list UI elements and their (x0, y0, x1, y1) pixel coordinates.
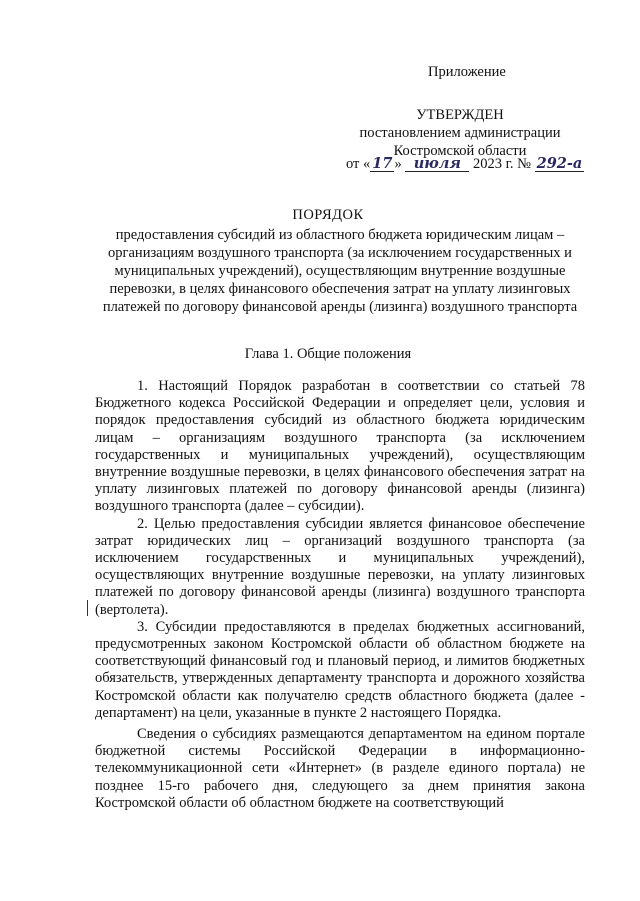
paragraph-4: Сведения о субсидиях размещаются департаментом на едином портале бюджетной системы Российской Федерации в информационно-телекоммуникационной сети «Интернет» (в разделе единого портала) не позднее 15-го рабочего дня, следующего за днем принятия закона Костромской области об областном бюджете на соответствующий (95, 726, 585, 811)
approved-heading: УТВЕРЖДЕН (416, 107, 504, 123)
date-month-handwritten: июля (405, 157, 469, 172)
approved-by-text: постановлением администрации Костромской области (359, 125, 561, 159)
chapter-title: Глава 1. Общие положения (244, 346, 412, 362)
date-prefix: от « (346, 156, 371, 172)
date-number-handwritten: 292-а (536, 155, 583, 172)
paragraph-2: 2. Целью предоставления субсидии является финансовое обеспечение затрат юридических лиц – организаций воздушного транспорта (за исключением государственных и муниципальных учреждений), осуществляющих внутренние воздушные перевозки, на уплату лизинговых платежей по договору финансовой аренды (лизинга) воздушного транспорта (вертолета). (95, 515, 585, 618)
paragraph-1: 1. Настоящий Порядок разработан в соответствии со статьей 78 Бюджетного кодекса Российской Федерации и определяет цели, условия и порядок предоставления субсидий из областного бюджета юридическим лицам – организациям воздушного транспорта (за исключением государственных и муниципальных учреждений), осуществляющим внутренние воздушные перевозки, в целях финансового обеспечения затрат на уплату лизинговых платежей по договору финансовой аренды (лизинга) воздушного транспорта (далее – субсидии). (95, 378, 585, 515)
appendix-label: Приложение (428, 64, 506, 80)
document-title: ПОРЯДОК (292, 207, 364, 223)
paragraph-3: 3. Субсидии предоставляются в пределах бюджетных ассигнований, предусмотренных законом Костромской области об областном бюджете на соответствующий финансовый год и плановый период, и лимитов бюджетных обязательств, утвержденных департаменту транспорта и дорожного хозяйства Костромской области как получателю средств областного бюджета (далее - департамент) на цели, указанные в пункте 2 настоящего Порядка. (95, 618, 585, 721)
date-year-part: 2023 г. № (469, 156, 535, 172)
date-mid: » (394, 156, 406, 172)
document-subtitle: предоставления субсидий из областного бюджета юридическим лицам – организациям воздушного транспорта (за исключением государственных и муниципальных учреждений), осуществляющим внутренние воздушные перевозки, в целях финансового обеспечения затрат на уплату лизинговых платежей по договору финансовой аренды (лизинга) воздушного транспорта (102, 227, 578, 315)
approval-date (346, 156, 584, 173)
document-body (95, 378, 585, 812)
date-day-handwritten: 17 (372, 155, 393, 172)
margin-mark (87, 600, 88, 616)
